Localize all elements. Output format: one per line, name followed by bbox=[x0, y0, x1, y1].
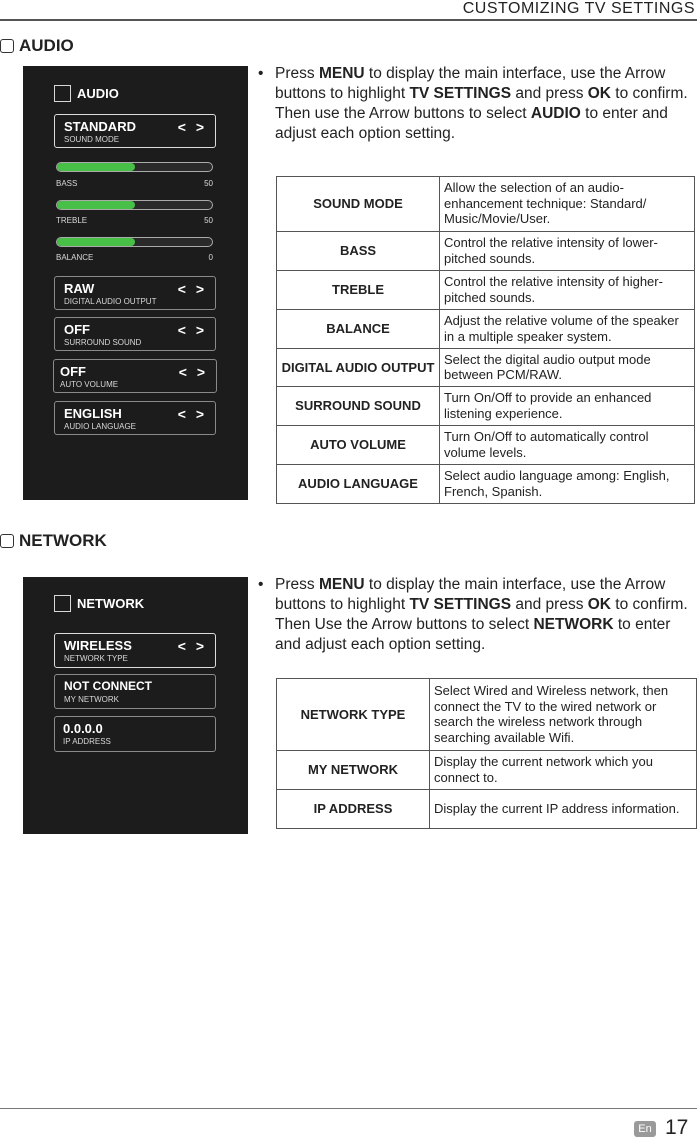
network-type-value: WIRELESS bbox=[64, 638, 132, 653]
audio-language-value: ENGLISH bbox=[64, 406, 122, 421]
table-row bbox=[277, 271, 695, 310]
menu-key: MENU bbox=[318, 65, 365, 82]
instruction-text: and press bbox=[511, 85, 588, 102]
instruction-text: to enter and adjust each option setting. bbox=[275, 616, 671, 653]
audio-key: AUDIO bbox=[530, 105, 581, 122]
audio-options-table bbox=[276, 176, 695, 504]
balance-slider-fill bbox=[57, 238, 135, 246]
table-row bbox=[277, 232, 695, 271]
sound-mode-option[interactable] bbox=[54, 114, 216, 148]
sound-mode-value: STANDARD bbox=[64, 119, 136, 134]
network-key: NETWORK bbox=[533, 616, 614, 633]
balance-slider-value: 0 bbox=[208, 253, 213, 262]
surround-sound-label: SURROUND SOUND bbox=[64, 338, 142, 347]
left-right-arrows-icon[interactable]: < > bbox=[177, 281, 207, 297]
option-description: Select audio language among: English, French, Spanish. bbox=[440, 465, 695, 504]
left-right-arrows-icon[interactable]: < > bbox=[177, 406, 207, 422]
network-type-label: NETWORK TYPE bbox=[64, 654, 128, 663]
header-rule bbox=[0, 19, 697, 21]
network-section-title bbox=[0, 531, 107, 551]
panel-checkbox-icon bbox=[54, 595, 71, 612]
instruction-text: Press bbox=[275, 576, 319, 593]
footer-rule bbox=[0, 1108, 697, 1109]
network-instruction bbox=[258, 575, 690, 655]
auto-volume-label: AUTO VOLUME bbox=[60, 380, 119, 389]
treble-slider-label: TREBLE bbox=[56, 216, 88, 225]
option-name: MY NETWORK bbox=[277, 751, 430, 790]
ok-key: OK bbox=[587, 85, 611, 102]
option-description: Select the digital audio output mode between PCM/RAW. bbox=[440, 349, 695, 387]
table-row bbox=[277, 310, 695, 349]
ip-address-value: 0.0.0.0 bbox=[63, 721, 103, 736]
table-row bbox=[277, 387, 695, 426]
ip-address-option[interactable] bbox=[54, 716, 216, 752]
option-name: DIGITAL AUDIO OUTPUT bbox=[277, 349, 440, 387]
balance-slider-label: BALANCE bbox=[56, 253, 94, 262]
option-description: Select Wired and Wireless network, then connect the TV to the wired network or search the wireless network through searching available Wifi. bbox=[430, 679, 697, 751]
table-row bbox=[277, 751, 697, 790]
ip-address-label: IP ADDRESS bbox=[63, 737, 111, 746]
audio-menu-panel bbox=[23, 66, 248, 500]
bass-slider-label: BASS bbox=[56, 179, 78, 188]
table-row bbox=[277, 465, 695, 504]
digital-audio-output-option[interactable] bbox=[54, 276, 216, 310]
audio-instruction bbox=[258, 64, 690, 144]
my-network-label: MY NETWORK bbox=[64, 695, 119, 704]
panel-checkbox-icon bbox=[54, 85, 71, 102]
option-name: IP ADDRESS bbox=[277, 790, 430, 829]
instruction-text: to display the main interface, use the Arrow buttons to highlight bbox=[275, 576, 666, 613]
surround-sound-option[interactable] bbox=[54, 317, 216, 351]
option-description: Control the relative intensity of higher-pitched sounds. bbox=[440, 271, 695, 310]
audio-section-label: AUDIO bbox=[19, 36, 74, 55]
page-header-title: CUSTOMIZING TV SETTINGS bbox=[462, 0, 695, 17]
bullet-icon: • bbox=[258, 576, 264, 593]
audio-panel-header bbox=[54, 85, 119, 102]
balance-slider[interactable] bbox=[56, 237, 213, 247]
option-name: SURROUND SOUND bbox=[277, 387, 440, 426]
option-description: Display the current network which you connect to. bbox=[430, 751, 697, 790]
network-options-table bbox=[276, 678, 697, 829]
bass-slider-fill bbox=[57, 163, 135, 171]
audio-section-title bbox=[0, 36, 74, 56]
instruction-text: to enter and adjust each option setting. bbox=[275, 105, 668, 142]
bass-slider[interactable] bbox=[56, 162, 213, 172]
treble-slider-value: 50 bbox=[204, 216, 213, 225]
instruction-text: to display the main interface, use the Arrow buttons to highlight bbox=[275, 65, 666, 102]
option-description: Allow the selection of an audio-enhancement technique: Standard/ Music/Movie/User. bbox=[440, 177, 695, 232]
option-name: BALANCE bbox=[277, 310, 440, 349]
table-row bbox=[277, 177, 695, 232]
audio-panel-title: AUDIO bbox=[77, 86, 119, 101]
table-row bbox=[277, 426, 695, 465]
option-name: NETWORK TYPE bbox=[277, 679, 430, 751]
option-description: Control the relative intensity of lower-pitched sounds. bbox=[440, 232, 695, 271]
option-description: Turn On/Off to automatically control volume levels. bbox=[440, 426, 695, 465]
bass-slider-value: 50 bbox=[204, 179, 213, 188]
option-name: BASS bbox=[277, 232, 440, 271]
audio-language-option[interactable] bbox=[54, 401, 216, 435]
network-type-option[interactable] bbox=[54, 633, 216, 668]
digital-audio-output-label: DIGITAL AUDIO OUTPUT bbox=[64, 297, 157, 306]
instruction-text: to confirm. Then use the Arrow buttons to select bbox=[275, 85, 688, 122]
surround-sound-value: OFF bbox=[64, 322, 90, 337]
option-description: Turn On/Off to provide an enhanced listening experience. bbox=[440, 387, 695, 426]
instruction-text: Press bbox=[275, 65, 319, 82]
treble-slider[interactable] bbox=[56, 200, 213, 210]
digital-audio-output-value: RAW bbox=[64, 281, 95, 296]
sound-mode-label: SOUND MODE bbox=[64, 135, 120, 144]
left-right-arrows-icon[interactable]: < > bbox=[178, 364, 208, 380]
network-section-label: NETWORK bbox=[19, 531, 107, 550]
ok-key: OK bbox=[587, 596, 611, 613]
treble-slider-fill bbox=[57, 201, 135, 209]
tv-settings-key: TV SETTINGS bbox=[409, 85, 512, 102]
option-name: AUTO VOLUME bbox=[277, 426, 440, 465]
bullet-icon: • bbox=[258, 65, 264, 82]
my-network-value: NOT CONNECT bbox=[64, 679, 152, 693]
language-badge: En bbox=[634, 1121, 656, 1137]
page-number: 17 bbox=[665, 1116, 689, 1139]
auto-volume-option[interactable] bbox=[53, 359, 217, 393]
option-name: AUDIO LANGUAGE bbox=[277, 465, 440, 504]
option-name: SOUND MODE bbox=[277, 177, 440, 232]
tv-settings-key: TV SETTINGS bbox=[409, 596, 512, 613]
my-network-option[interactable] bbox=[54, 674, 216, 709]
left-right-arrows-icon[interactable]: < > bbox=[177, 638, 207, 654]
network-panel-header bbox=[54, 595, 144, 612]
auto-volume-value: OFF bbox=[60, 364, 86, 379]
network-panel-title: NETWORK bbox=[77, 596, 145, 611]
network-menu-panel bbox=[23, 577, 248, 834]
left-right-arrows-icon[interactable]: < > bbox=[177, 119, 207, 135]
option-name: TREBLE bbox=[277, 271, 440, 310]
audio-language-label: AUDIO LANGUAGE bbox=[64, 422, 137, 431]
table-row bbox=[277, 790, 697, 829]
option-description: Display the current IP address information. bbox=[430, 790, 697, 829]
section-checkbox-icon bbox=[0, 39, 14, 53]
table-row bbox=[277, 679, 697, 751]
instruction-text: to confirm. Then Use the Arrow buttons to select bbox=[275, 596, 688, 633]
treble-slider-label-row bbox=[56, 216, 213, 225]
section-checkbox-icon bbox=[0, 534, 14, 548]
option-description: Adjust the relative volume of the speaker in a multiple speaker system. bbox=[440, 310, 695, 349]
menu-key: MENU bbox=[318, 576, 365, 593]
table-row bbox=[277, 349, 695, 387]
bass-slider-label-row bbox=[56, 179, 213, 188]
balance-slider-label-row bbox=[56, 253, 213, 262]
left-right-arrows-icon[interactable]: < > bbox=[177, 322, 207, 338]
instruction-text: and press bbox=[511, 596, 588, 613]
